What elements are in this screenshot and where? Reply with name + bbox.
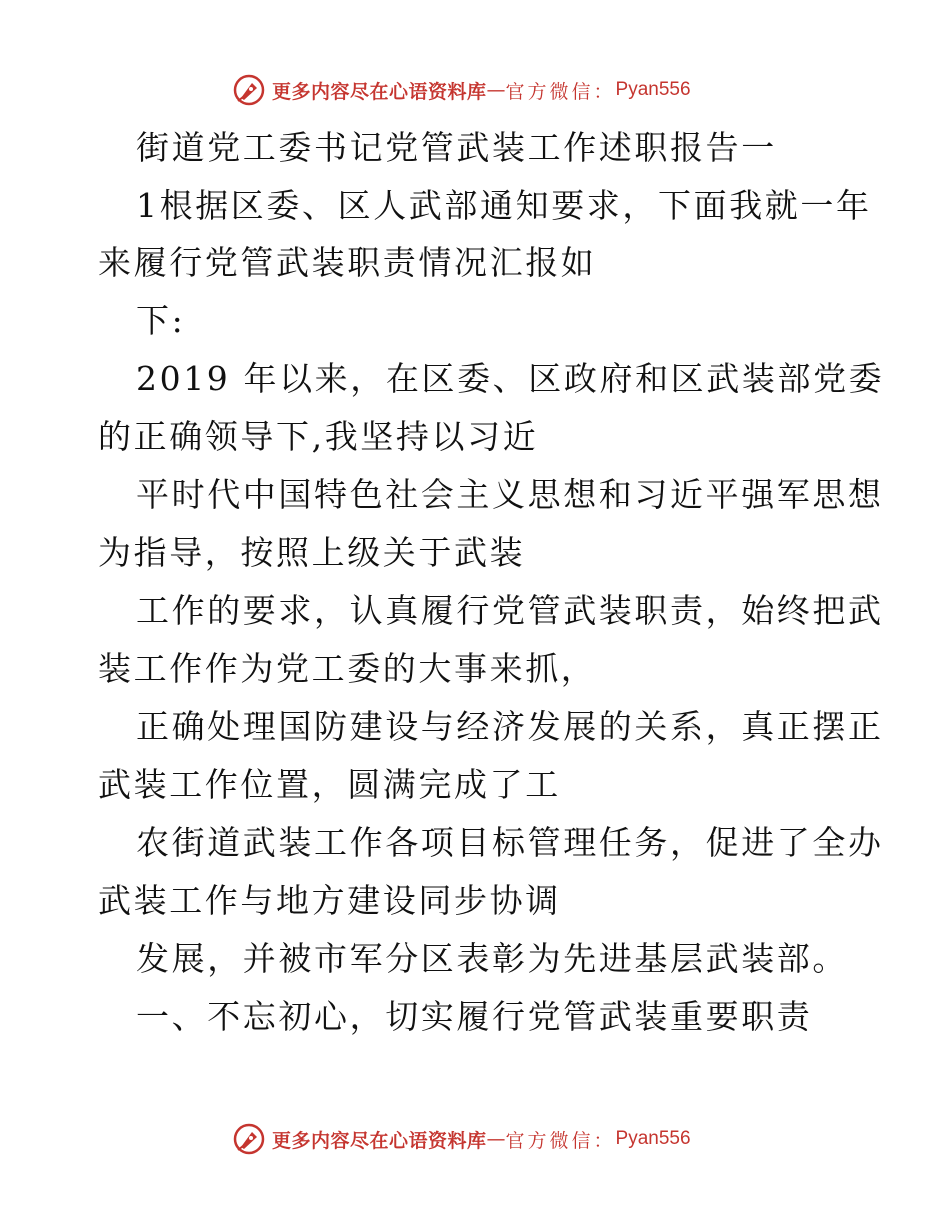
banner-dash: — [486, 79, 506, 101]
pen-nib-logo-icon [232, 73, 266, 107]
pen-nib-logo-icon [232, 1122, 266, 1156]
banner-wechat-id: Pyan556 [615, 1128, 691, 1149]
body-line: 2019 年以来，在区委、区政府和区武装部党委 [136, 359, 885, 398]
banner-label: 官方微信： [505, 1129, 616, 1152]
banner-wechat-id: Pyan556 [615, 79, 691, 100]
body-line: 来履行党管武装职责情况汇报如 [98, 243, 597, 282]
banner-label: 官方微信： [505, 80, 616, 103]
body-line: 正确处理国防建设与经济发展的关系，真正摆正 [136, 707, 884, 746]
body-line: 工作的要求，认真履行党管武装职责，始终把武 [136, 591, 884, 630]
body-line: 为指导，按照上级关于武装 [98, 533, 526, 572]
document-title: 街道党工委书记党管武装工作述职报告一 [136, 128, 777, 167]
banner-dash: — [486, 1128, 506, 1150]
body-line: 农街道武装工作各项目标管理任务，促进了全办 [136, 823, 884, 862]
body-line: 发展，并被市军分区表彰为先进基层武装部。 [136, 939, 848, 978]
body-line: 武装工作与地方建设同步协调 [98, 881, 561, 920]
body-line: 下: [136, 301, 186, 340]
body-line: 1根据区委、区人武部通知要求，下面我就一年 [136, 186, 872, 225]
banner-main-text: 更多内容尽在心语资料库 [272, 80, 487, 103]
body-line: 的正确领导下,我坚持以习近 [98, 417, 539, 456]
body-line: 平时代中国特色社会主义思想和习近平强军思想 [136, 475, 884, 514]
footer-banner [232, 1121, 752, 1157]
banner-main-text: 更多内容尽在心语资料库 [272, 1129, 487, 1152]
section-heading: 一、不忘初心，切实履行党管武装重要职责 [136, 997, 813, 1036]
body-line: 装工作作为党工委的大事来抓， [98, 649, 597, 688]
header-banner [232, 72, 752, 108]
body-line: 武装工作位置，圆满完成了工 [98, 765, 561, 804]
